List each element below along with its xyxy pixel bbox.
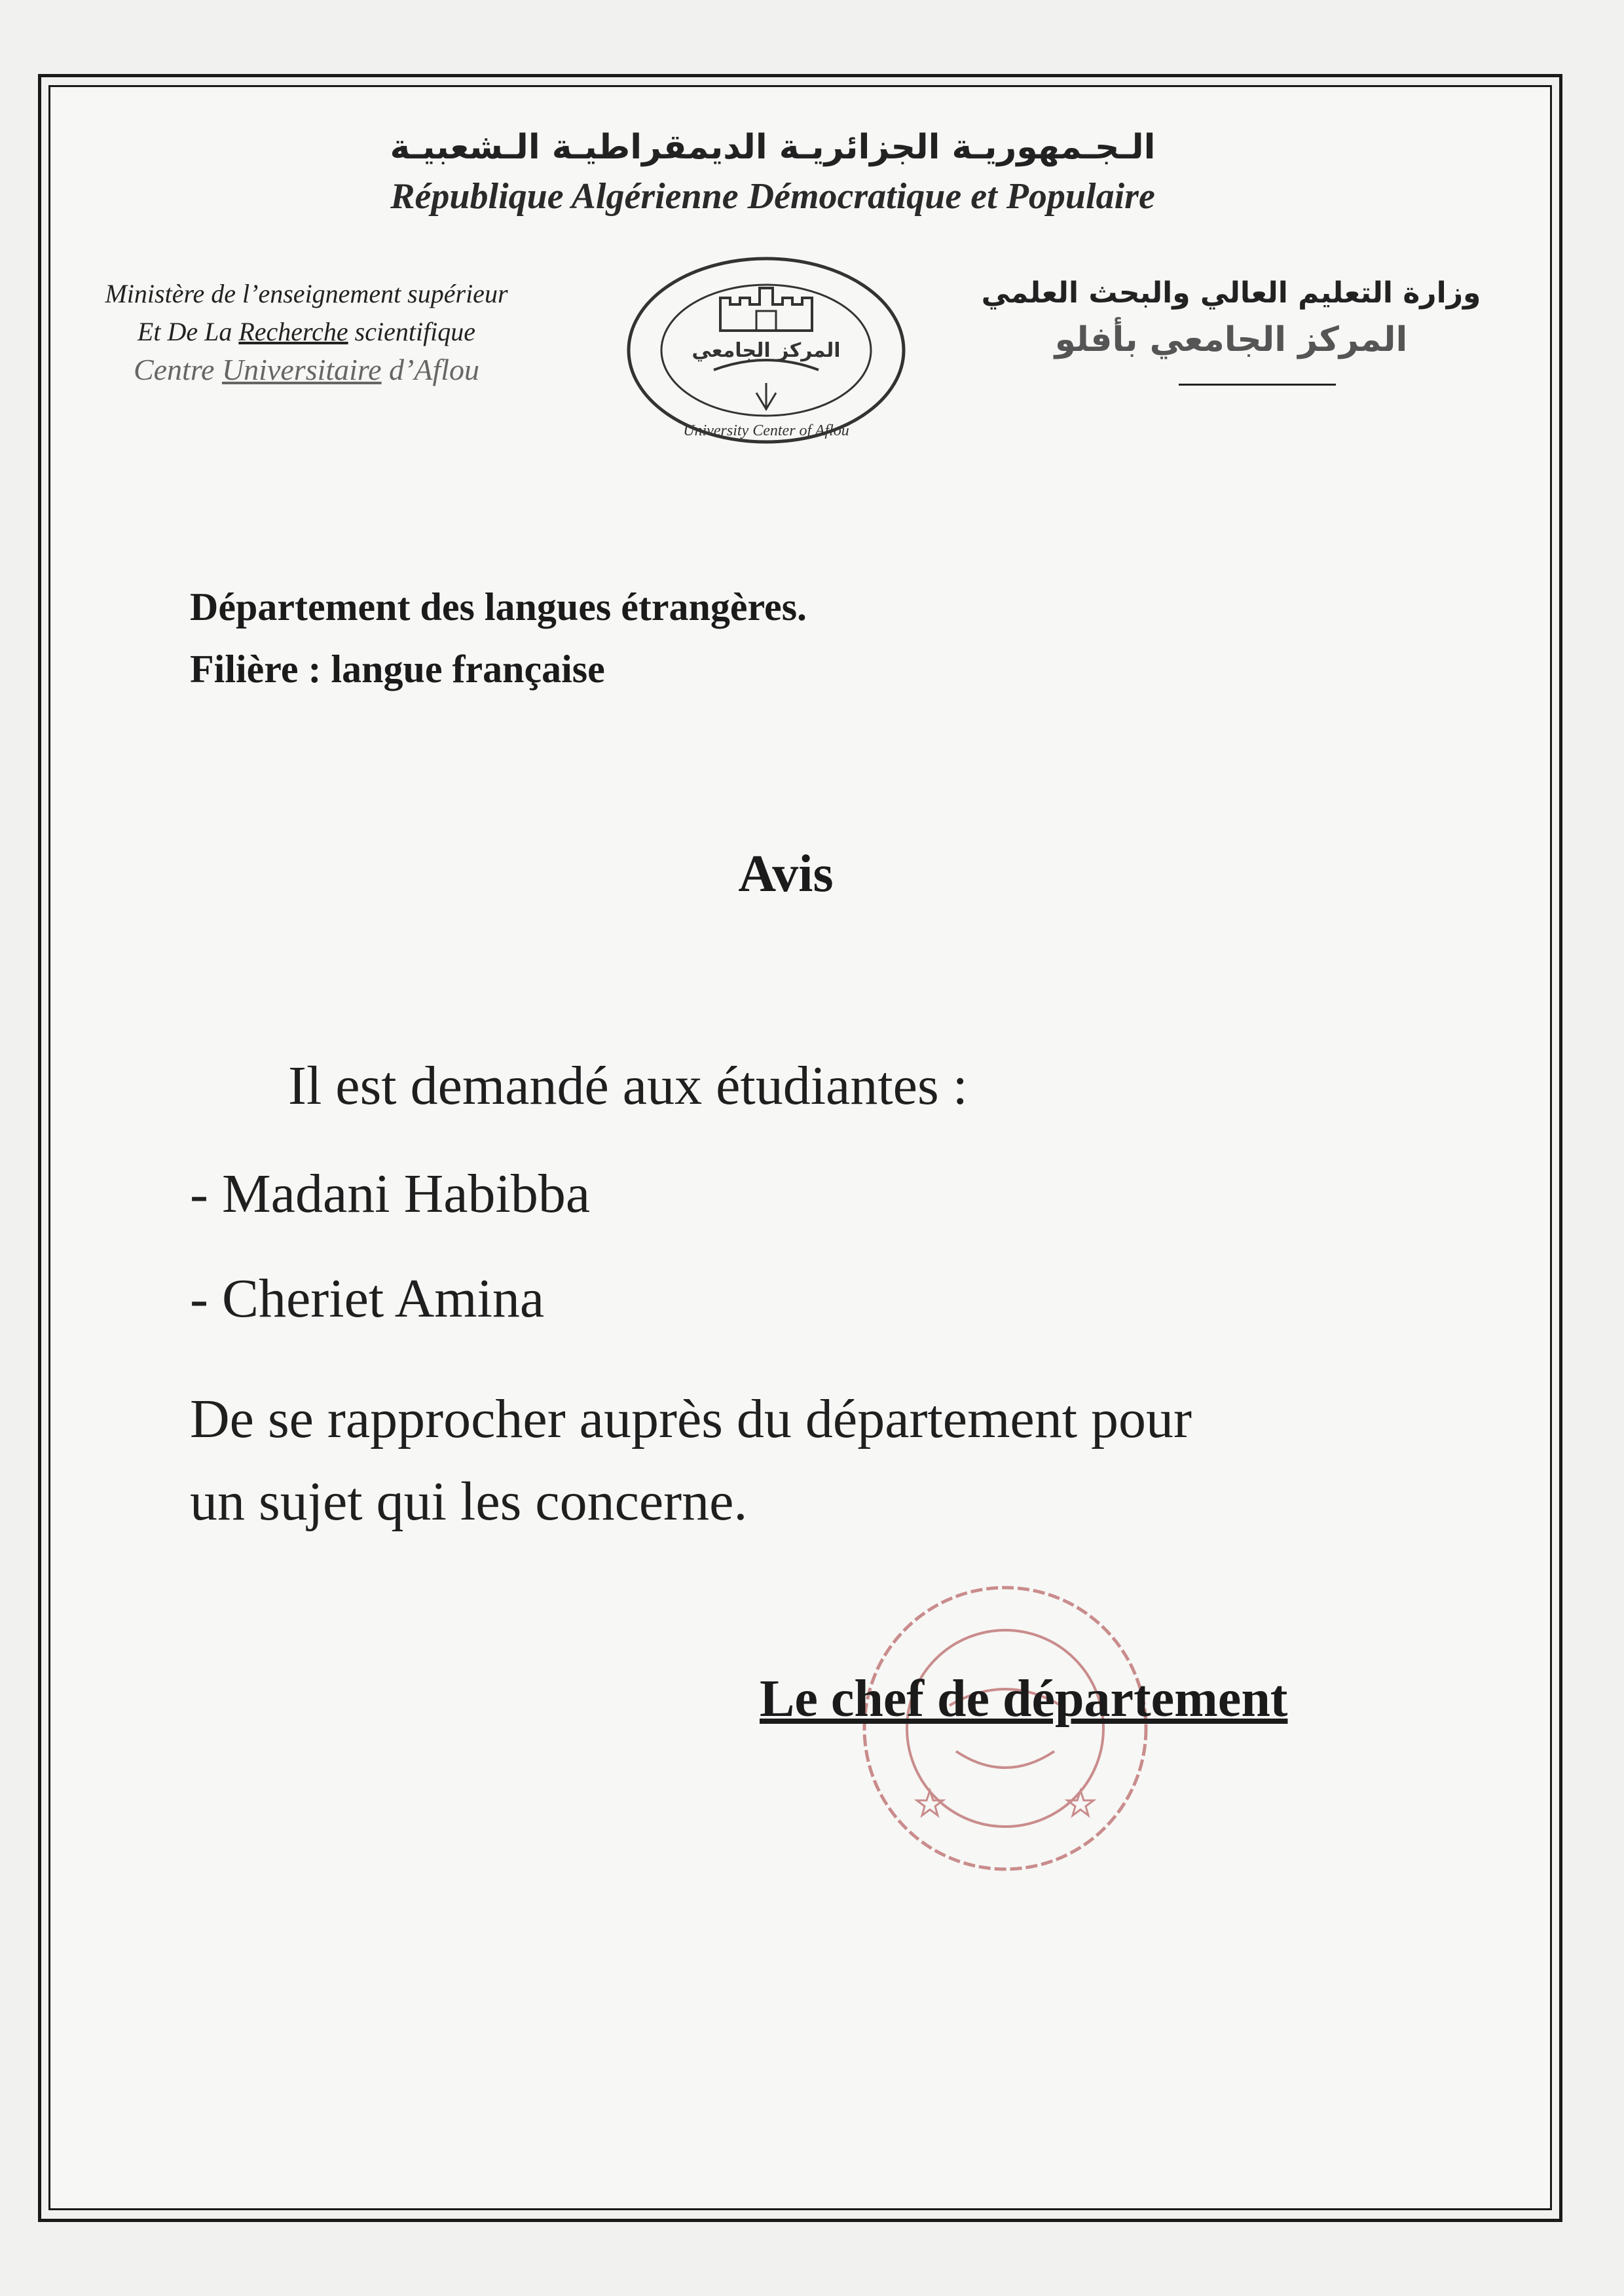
ministry-block-ar <box>943 272 1519 365</box>
university-logo <box>622 252 910 455</box>
ministry-block-fr <box>51 275 562 389</box>
student-item: - Cheriet Amina <box>190 1268 545 1329</box>
ministry-line: Ministère de l’enseignement supérieur <box>105 279 508 308</box>
signature-title: Le chef de département <box>760 1670 1288 1728</box>
student-item: - Madani Habibba <box>190 1163 591 1224</box>
department-name: Département des langues étrangères. <box>190 585 807 629</box>
paragraph-line: De se rapprocher auprès du département pour <box>190 1389 1192 1449</box>
notice-intro: Il est demandé aux étudiantes : <box>288 1055 968 1116</box>
centre-line-ar: المركز الجامعي بأفلو <box>1054 320 1408 359</box>
arabic-republic-title: الـجـمهوريـة الجزائريـة الديمقراطيـة الـشعبيـة <box>390 128 1156 167</box>
logo-arabic-text: المركز الجامعي <box>692 339 841 362</box>
notice-title: Avis <box>738 845 834 903</box>
centre-line: Centre Universitaire d’Aflou <box>133 353 480 386</box>
research-line: Et De La Recherche scientifique <box>137 317 476 346</box>
underline-divider <box>1179 384 1336 386</box>
french-republic-title: République Algérienne Démocratique et Populaire <box>390 176 1155 217</box>
department-block <box>190 576 807 701</box>
notice-paragraph <box>190 1378 1369 1543</box>
logo-ring-text: University Center of Aflou <box>683 422 849 439</box>
ministry-line-ar: وزارة التعليم العالي والبحث العلمي <box>981 276 1481 310</box>
field-name: Filière : langue française <box>190 647 605 691</box>
paragraph-line: un sujet qui les concerne. <box>190 1471 748 1532</box>
